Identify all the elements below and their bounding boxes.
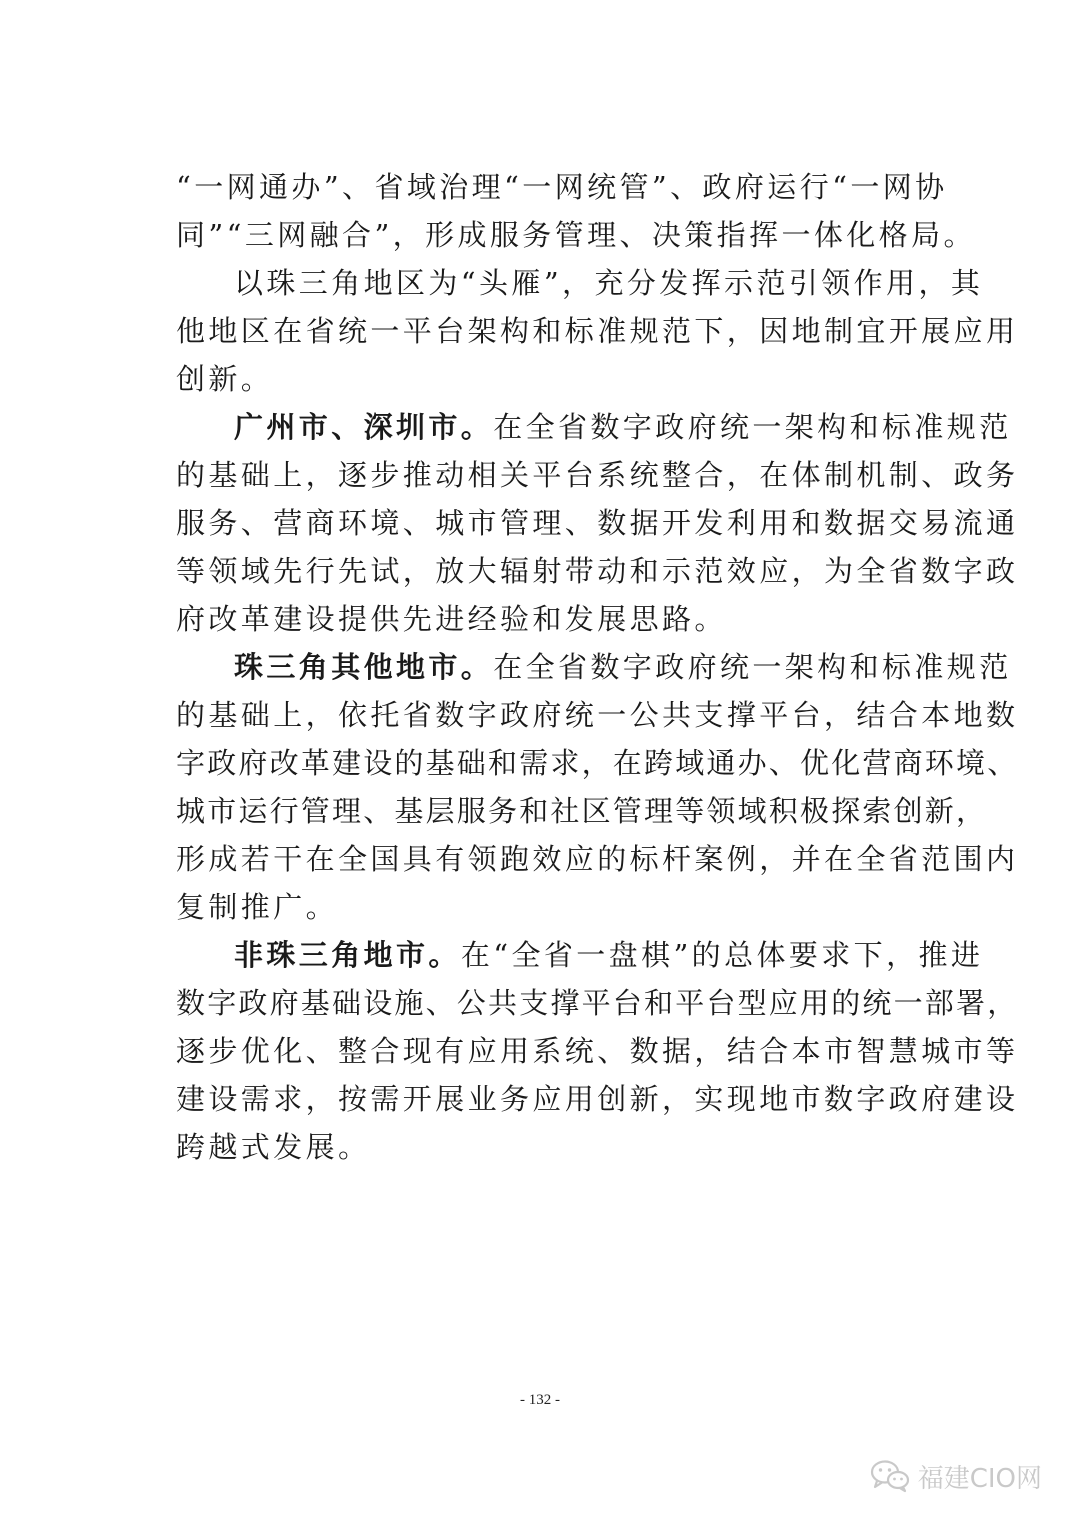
text-line — [176, 931, 984, 979]
text-line: 数字政府基础设施、公共支撑平台和平台型应用的统一部署， — [176, 986, 1019, 1020]
text-line: 的基础上，依托省数字政府统一公共支撑平台，结合本地数 — [176, 698, 1019, 732]
watermark — [870, 1458, 1042, 1494]
text-line: 他地区在省统一平台架构和标准规范下，因地制宜开展应用 — [176, 314, 1019, 348]
text-line: “一网通办”、省域治理“一网统管”、政府运行“一网协 — [176, 170, 948, 204]
text-line: 逐步优化、整合现有应用系统、数据，结合本市智慧城市等 — [176, 1034, 1019, 1068]
text-run: 在全省数字政府统一架构和标准规范 — [493, 410, 1012, 444]
wechat-icon — [870, 1459, 910, 1493]
section-heading: 珠三角其他地市。 — [234, 650, 494, 684]
text-run: 在全省数字政府统一架构和标准规范 — [493, 650, 1012, 684]
text-line — [176, 643, 1012, 691]
watermark-text: 福建CIO网 — [917, 1463, 1042, 1494]
section-heading: 非珠三角地市。 — [234, 938, 461, 972]
text-line: 形成若干在全国具有领跑效应的标杆案例，并在全省范围内 — [176, 842, 1019, 876]
text-line: 同”“三网融合”，形成服务管理、决策指挥一体化格局。 — [176, 218, 976, 252]
text-line: 等领域先行先试，放大辐射带动和示范效应，为全省数字政 — [176, 554, 1019, 588]
text-line: 复制推广。 — [176, 890, 339, 924]
text-line — [176, 403, 1012, 451]
text-line: 跨越式发展。 — [176, 1130, 371, 1164]
text-line: 城市运行管理、基层服务和社区管理等领域积极探索创新， — [176, 794, 988, 828]
text-line: 府改革建设提供先进经验和发展思路。 — [176, 602, 727, 636]
section-heading: 广州市、深圳市。 — [234, 410, 494, 444]
body-text — [176, 163, 1019, 1171]
text-line: 服务、营商环境、城市管理、数据开发利用和数据交易流通 — [176, 506, 1019, 540]
text-line: 以珠三角地区为“头雁”，充分发挥示范引领作用，其 — [234, 266, 984, 300]
text-line: 的基础上，逐步推动相关平台系统整合，在体制机制、政务 — [176, 458, 1019, 492]
page-number: - 132 - — [520, 1392, 560, 1408]
text-run: 在“全省一盘棋”的总体要求下，推进 — [460, 938, 984, 972]
text-line: 建设需求，按需开展业务应用创新，实现地市数字政府建设 — [176, 1082, 1019, 1116]
text-line: 字政府改革建设的基础和需求，在跨域通办、优化营商环境、 — [176, 746, 1019, 780]
text-line: 创新。 — [176, 362, 274, 396]
